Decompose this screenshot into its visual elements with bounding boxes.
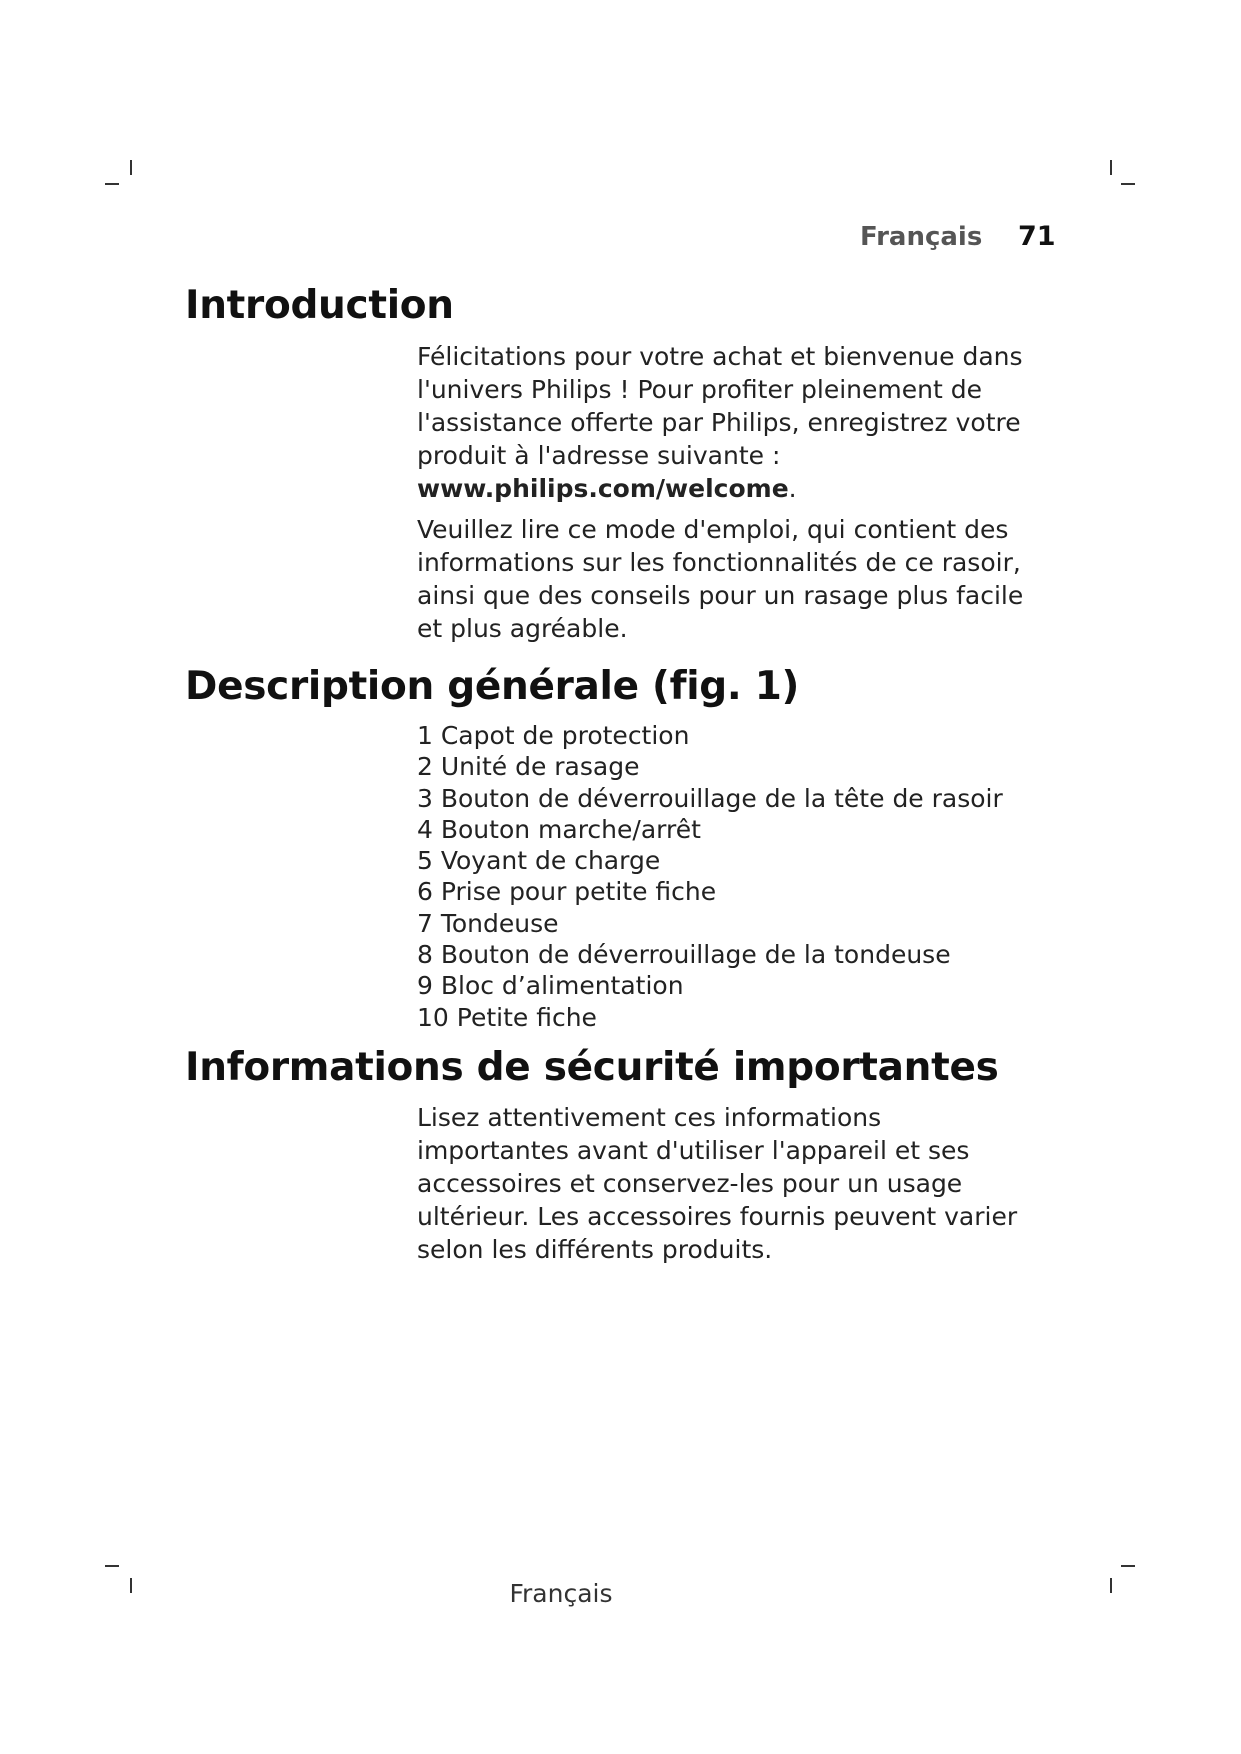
description-body xyxy=(417,720,1037,1033)
welcome-link-suffix: . xyxy=(788,474,797,503)
crop-mark-bottom-right-h xyxy=(1121,1565,1135,1567)
crop-mark-top-left-h xyxy=(105,183,119,185)
header-language: Français xyxy=(860,222,983,252)
introduction-body xyxy=(417,340,1037,645)
parts-list-item: 10 Petite fiche xyxy=(417,1002,597,1032)
welcome-link[interactable]: www.philips.com/welcome xyxy=(417,474,789,503)
safety-heading: Informations de sécurité importantes xyxy=(185,1045,999,1090)
parts-list-item: 6 Prise pour petite fiche xyxy=(417,877,717,907)
parts-list-item: 4 Bouton marche/arrêt xyxy=(417,814,701,844)
footer-language: Français xyxy=(509,1579,613,1608)
safety-body xyxy=(417,1101,1037,1266)
introduction-paragraph-1-text: Félicitations pour votre achat et bienvenue dans l'univers Philips ! Pour profiter pleinement de l'assistance offerte par Philips, enregistrez votre produit à l'adresse suivante : xyxy=(417,342,1023,470)
crop-mark-top-right-v xyxy=(1110,160,1112,175)
parts-list-item: 9 Bloc d’alimentation xyxy=(417,971,684,1001)
parts-list-item: 5 Voyant de charge xyxy=(417,846,661,876)
parts-list-item: 2 Unité de rasage xyxy=(417,752,640,782)
introduction-paragraph-1 xyxy=(417,340,1037,505)
introduction-paragraph-2: Veuillez lire ce mode d'emploi, qui contient des informations sur les fonctionnalités de ce rasoir, ainsi que des conseils pour un rasage plus facile et plus agréable. xyxy=(417,515,1024,643)
crop-mark-top-left-v xyxy=(130,160,132,175)
description-heading: Description générale (fig. 1) xyxy=(185,664,800,709)
page-number: 71 xyxy=(1018,221,1056,252)
parts-list-item: 1 Capot de protection xyxy=(417,721,690,750)
crop-mark-top-right-h xyxy=(1121,183,1135,185)
parts-list-item: 8 Bouton de déverrouillage de la tondeuse xyxy=(417,940,951,970)
safety-paragraph: Lisez attentivement ces informations importantes avant d'utiliser l'appareil et ses accessoires et conservez-les pour un usage ultérieur. Les accessoires fournis peuvent varier selon les différents produits. xyxy=(417,1103,1018,1264)
crop-mark-bottom-left-h xyxy=(105,1565,119,1567)
introduction-heading: Introduction xyxy=(185,283,454,328)
parts-list xyxy=(417,720,1037,1033)
parts-list-item: 7 Tondeuse xyxy=(417,908,559,938)
parts-list-item: 3 Bouton de déverrouillage de la tête de rasoir xyxy=(417,783,1003,813)
